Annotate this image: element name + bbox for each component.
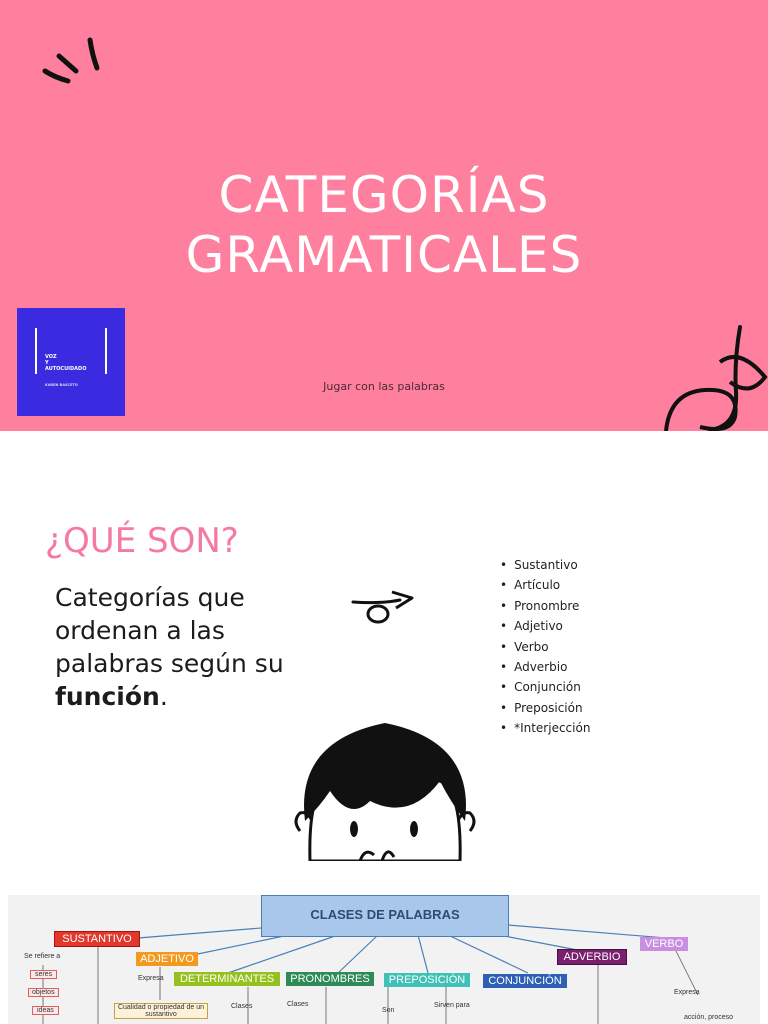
logo-text-4: KAREN BASCETO bbox=[45, 383, 78, 387]
node-preposicion: PREPOSICIÓN bbox=[384, 973, 470, 987]
page-title bbox=[0, 165, 768, 285]
label-clases-2: Clases bbox=[287, 1001, 309, 1008]
label-accion: acción, proceso bbox=[684, 1014, 734, 1021]
label-expresa-1: Expresa bbox=[138, 975, 164, 982]
definition-paragraph bbox=[55, 581, 335, 713]
cartoon-face-illustration bbox=[290, 721, 480, 861]
spark-doodle-icon bbox=[40, 34, 104, 86]
label-ideas: ideas bbox=[32, 1006, 59, 1015]
categories-list bbox=[500, 555, 590, 739]
label-se-refiere: Se refiere a bbox=[24, 953, 61, 960]
label-clases-1: Clases bbox=[231, 1003, 253, 1010]
loop-doodle-icon bbox=[660, 322, 768, 431]
logo-text-2: Y bbox=[45, 360, 49, 366]
brand-logo bbox=[17, 308, 125, 416]
label-sirven-para: Sirven para bbox=[434, 1002, 470, 1009]
definition-period: . bbox=[159, 682, 168, 711]
section-heading: ¿QUÉ SON? bbox=[45, 521, 239, 561]
logo-bar-left bbox=[35, 328, 37, 374]
title-line-2: GRAMATICALES bbox=[185, 226, 583, 284]
list-item: • Adjetivo bbox=[500, 616, 590, 636]
definition-text: Categorías que ordenan a las palabras según su bbox=[55, 583, 284, 678]
node-conjuncion: CONJUNCIÓN bbox=[483, 974, 567, 988]
node-adverbio: ADVERBIO bbox=[557, 949, 627, 965]
logo-bar-right bbox=[105, 328, 107, 374]
list-item: • Verbo bbox=[500, 637, 590, 657]
label-objetos: objetos bbox=[28, 988, 59, 997]
list-item: • Pronombre bbox=[500, 596, 590, 616]
definition-slide bbox=[0, 431, 768, 861]
list-item: • *Interjección bbox=[500, 718, 590, 738]
arrow-doodle-icon bbox=[350, 584, 420, 626]
list-item: • Artículo bbox=[500, 575, 590, 595]
node-adjetivo: ADJETIVO bbox=[136, 952, 198, 966]
logo-text-3: AUTOCUIDADO bbox=[45, 366, 87, 372]
definition-bold-word: función bbox=[55, 682, 160, 711]
title-slide bbox=[0, 0, 768, 431]
node-determinantes: DETERMINANTES bbox=[174, 972, 280, 986]
node-pronombres: PRONOMBRES bbox=[286, 972, 374, 986]
subtitle: Jugar con las palabras bbox=[323, 380, 445, 393]
concept-root: CLASES DE PALABRAS bbox=[261, 895, 509, 937]
list-item: • Adverbio bbox=[500, 657, 590, 677]
logo-text-1: VOZ bbox=[45, 354, 57, 360]
label-cualidad: Cualidad o propiedad de un sustantivo bbox=[114, 1003, 208, 1019]
list-item: • Preposición bbox=[500, 698, 590, 718]
title-line-1: CATEGORÍAS bbox=[218, 166, 550, 224]
label-expresa-2: Expresa bbox=[674, 989, 700, 996]
label-son: Son bbox=[382, 1007, 395, 1014]
concept-map-slide bbox=[8, 895, 760, 1024]
node-verbo: VERBO bbox=[640, 937, 688, 951]
node-sustantivo: SUSTANTIVO bbox=[54, 931, 140, 947]
label-seres: seres bbox=[30, 970, 57, 979]
list-item: • Conjunción bbox=[500, 677, 590, 697]
list-item: • Sustantivo bbox=[500, 555, 590, 575]
